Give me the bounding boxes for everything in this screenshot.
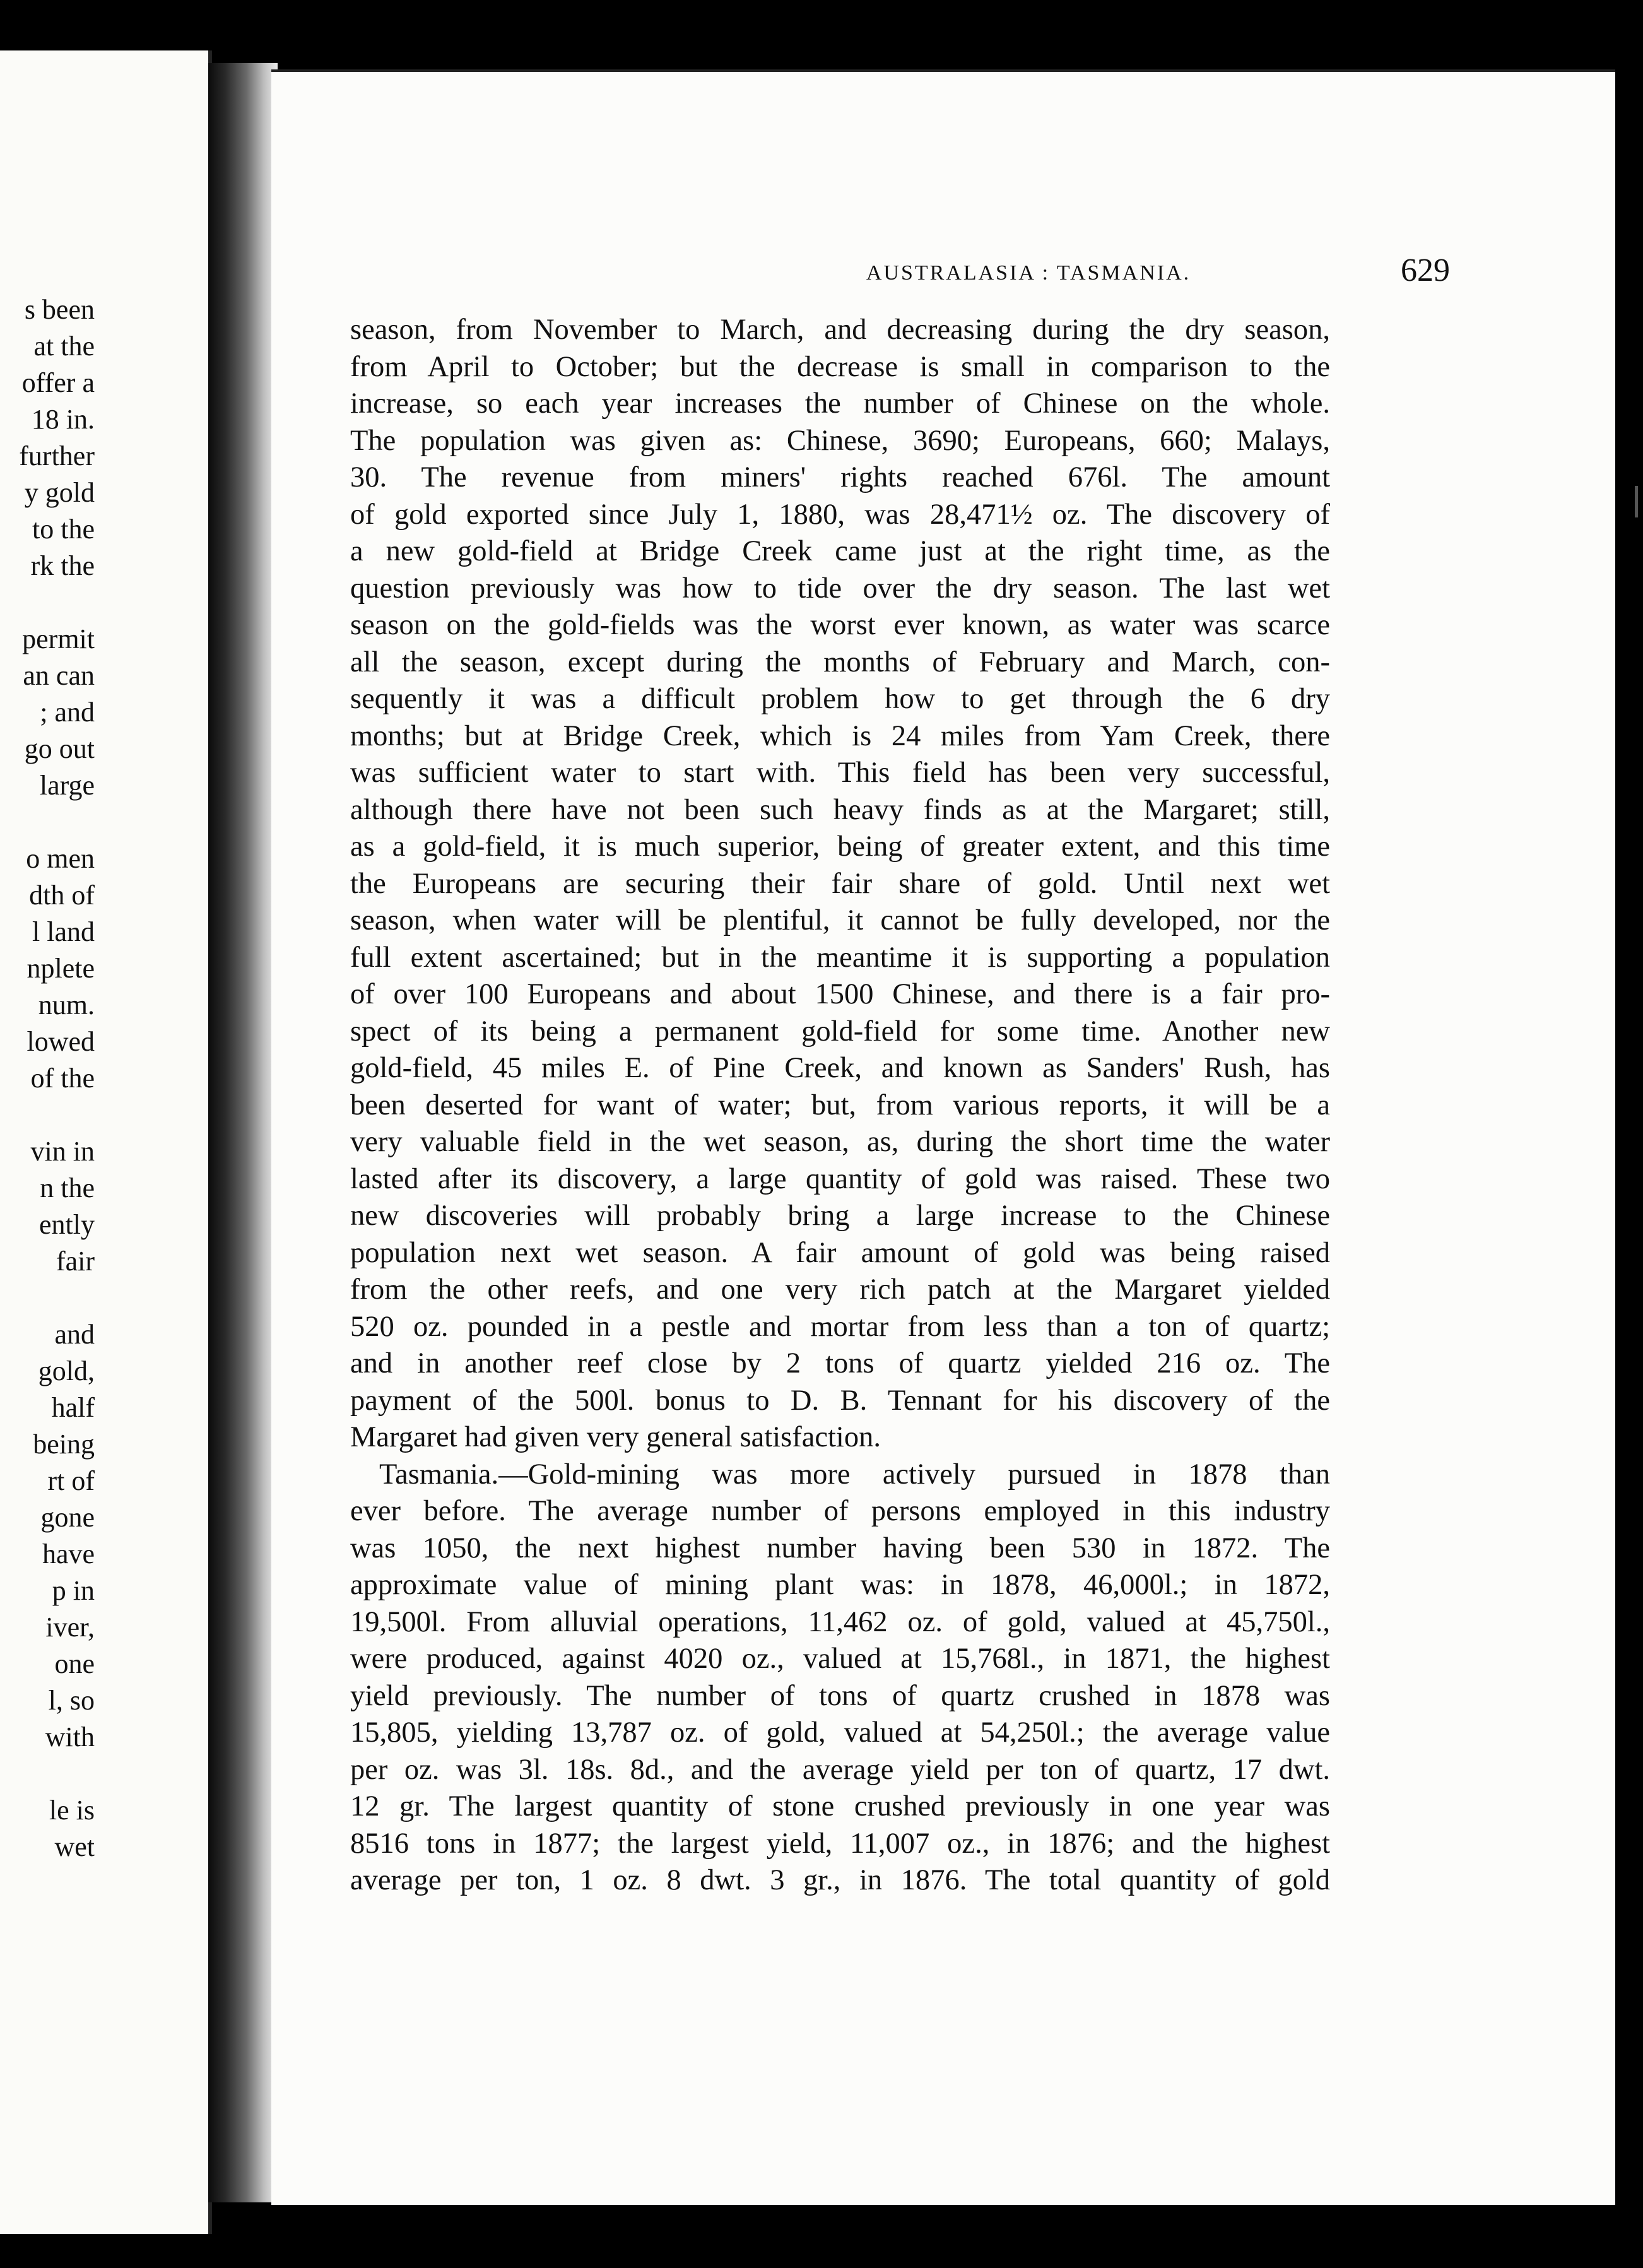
- previous-page-line: [0, 1756, 95, 1792]
- text-line: as a gold-field, it is much superior, being of greater extent, and this time: [350, 830, 1330, 863]
- text-line: 8516 tons in 1877; the largest yield, 11,007 oz., in 1876; and the highest: [350, 1827, 1330, 1860]
- previous-page-line: one: [54, 1648, 95, 1679]
- text-line: yield previously. The number of tons of quartz crushed in 1878 was: [350, 1679, 1330, 1712]
- previous-page-line: gone: [40, 1502, 95, 1533]
- previous-page-line: with: [45, 1722, 95, 1752]
- text-line: full extent ascertained; but in the meantime it is supporting a population: [350, 941, 1330, 974]
- text-line: of gold exported since July 1, 1880, was 28,471½ oz. The discovery of: [350, 498, 1330, 531]
- running-head: AUSTRALASIA : TASMANIA.: [866, 261, 1191, 285]
- text-line: lasted after its discovery, a large quantity of gold was raised. These two: [350, 1162, 1330, 1195]
- previous-page-line: s been: [24, 294, 95, 325]
- text-line: 15,805, yielding 13,787 oz. of gold, valued at 54,250l.; the average value: [350, 1716, 1330, 1749]
- text-line: 520 oz. pounded in a pestle and mortar from less than a ton of quartz;: [350, 1310, 1330, 1343]
- book-gutter: [208, 63, 278, 2202]
- previous-page-line: 18 in.: [31, 404, 95, 435]
- page-number: 629: [1401, 252, 1450, 288]
- previous-page-line: rt of: [47, 1465, 95, 1496]
- text-line: sequently it was a difficult problem how to get through the 6 dry: [350, 683, 1330, 715]
- text-line: months; but at Bridge Creek, which is 24 miles from Yam Creek, there: [350, 719, 1330, 752]
- text-line: was 1050, the next highest number having been 530 in 1872. The: [350, 1532, 1330, 1564]
- book-page: [271, 69, 1615, 2205]
- text-line: were produced, against 4020 oz., valued at 15,768l., in 1871, the highest: [350, 1643, 1330, 1675]
- previous-page-line: lowed: [26, 1026, 95, 1057]
- previous-page-line: being: [33, 1429, 95, 1460]
- previous-page-line: ; and: [40, 697, 95, 728]
- text-line: payment of the 500l. bonus to D. B. Tennant for his discovery of the: [350, 1384, 1330, 1417]
- text-line: spect of its being a permanent gold-field for some time. Another new: [350, 1015, 1330, 1048]
- previous-page-line: [0, 1280, 95, 1316]
- previous-page-line: permit: [22, 623, 95, 654]
- previous-page-line: ently: [39, 1209, 95, 1240]
- text-line: 19,500l. From alluvial operations, 11,462 oz. of gold, valued at 45,750l.,: [350, 1605, 1330, 1638]
- previous-page-line: iver,: [45, 1612, 95, 1643]
- previous-page-line: an can: [23, 660, 95, 691]
- text-line: of over 100 Europeans and about 1500 Chinese, and there is a fair pro-: [350, 978, 1330, 1010]
- text-line: from April to October; but the decrease is small in comparison to the: [350, 350, 1330, 383]
- previous-page-line: half: [51, 1392, 95, 1423]
- text-line: season, from November to March, and decreasing during the dry season,: [350, 314, 1330, 346]
- previous-page-line: further: [19, 440, 95, 471]
- previous-page-line: y gold: [24, 477, 95, 508]
- previous-page-line: l land: [32, 916, 95, 947]
- text-line: new discoveries will probably bring a large increase to the Chinese: [350, 1200, 1330, 1232]
- previous-page-line: rk the: [30, 550, 95, 581]
- text-line: population next wet season. A fair amount of gold was being raised: [350, 1236, 1330, 1269]
- previous-page-line: to the: [32, 514, 95, 545]
- text-line: although there have not been such heavy finds as at the Margaret; still,: [350, 793, 1330, 826]
- previous-page-line: gold,: [38, 1355, 95, 1386]
- previous-page-line: le is: [49, 1795, 95, 1826]
- text-line: all the season, except during the months of February and March, con-: [350, 646, 1330, 678]
- body-text: [350, 312, 1330, 1899]
- text-line: very valuable field in the wet season, as, during the short time the water: [350, 1126, 1330, 1158]
- previous-page-line: large: [39, 770, 95, 801]
- text-line: increase, so each year increases the number of Chinese on the whole.: [350, 387, 1330, 420]
- previous-page-line: n the: [40, 1172, 95, 1203]
- previous-page-line: at the: [33, 331, 95, 362]
- text-line: been deserted for want of water; but, from various reports, it will be a: [350, 1089, 1330, 1121]
- previous-page-line: p in: [52, 1575, 95, 1606]
- previous-page-line: fair: [56, 1246, 95, 1277]
- previous-page-line: [0, 1097, 95, 1133]
- previous-page-line: and: [54, 1319, 95, 1350]
- previous-page-line: [0, 584, 95, 621]
- text-line: ever before. The average number of persons employed in this industry: [350, 1495, 1330, 1527]
- previous-page-line: vin in: [30, 1136, 95, 1167]
- text-line: The population was given as: Chinese, 3690; Europeans, 660; Malays,: [350, 424, 1330, 457]
- previous-page-text: [0, 292, 95, 1865]
- text-line: Margaret had given very general satisfaction.: [350, 1421, 881, 1453]
- text-line: season, when water will be plentiful, it cannot be fully developed, nor the: [350, 904, 1330, 936]
- previous-page: [0, 50, 212, 2234]
- text-line: was sufficient water to start with. This field has been very successful,: [350, 757, 1330, 789]
- text-line: 12 gr. The largest quantity of stone crushed previously in one year was: [350, 1790, 1330, 1822]
- scan-edge-mark: [1635, 486, 1638, 517]
- text-line: the Europeans are securing their fair share of gold. Until next wet: [350, 867, 1330, 900]
- text-line: 30. The revenue from miners' rights reached 676l. The amount: [350, 461, 1330, 493]
- previous-page-line: o men: [26, 843, 95, 874]
- text-line: and in another reef close by 2 tons of quartz yielded 216 oz. The: [350, 1347, 1330, 1379]
- text-line: approximate value of mining plant was: in 1878, 46,000l.; in 1872,: [350, 1569, 1330, 1601]
- previous-page-line: [0, 804, 95, 841]
- text-line: a new gold-field at Bridge Creek came just at the right time, as the: [350, 535, 1330, 567]
- previous-page-line: dth of: [29, 880, 95, 911]
- previous-page-line: have: [42, 1539, 95, 1569]
- text-line: gold-field, 45 miles E. of Pine Creek, and known as Sanders' Rush, has: [350, 1052, 1330, 1084]
- previous-page-line: go out: [24, 733, 95, 764]
- previous-page-line: num.: [38, 989, 95, 1020]
- previous-page-line: offer a: [21, 367, 95, 398]
- previous-page-line: wet: [54, 1831, 95, 1862]
- text-line: from the other reefs, and one very rich patch at the Margaret yielded: [350, 1273, 1330, 1306]
- previous-page-line: nplete: [26, 953, 95, 984]
- text-line: question previously was how to tide over the dry season. The last wet: [350, 572, 1330, 605]
- text-line: per oz. was 3l. 18s. 8d., and the average yield per ton of quartz, 17 dwt.: [350, 1753, 1330, 1786]
- text-line: season on the gold-fields was the worst ever known, as water was scarce: [350, 609, 1330, 641]
- text-line: average per ton, 1 oz. 8 dwt. 3 gr., in 1876. The total quantity of gold: [350, 1864, 1330, 1896]
- text-line: Tasmania.—Gold-mining was more actively pursued in 1878 than: [379, 1458, 1330, 1491]
- previous-page-line: l, so: [48, 1685, 95, 1716]
- previous-page-line: of the: [30, 1063, 95, 1094]
